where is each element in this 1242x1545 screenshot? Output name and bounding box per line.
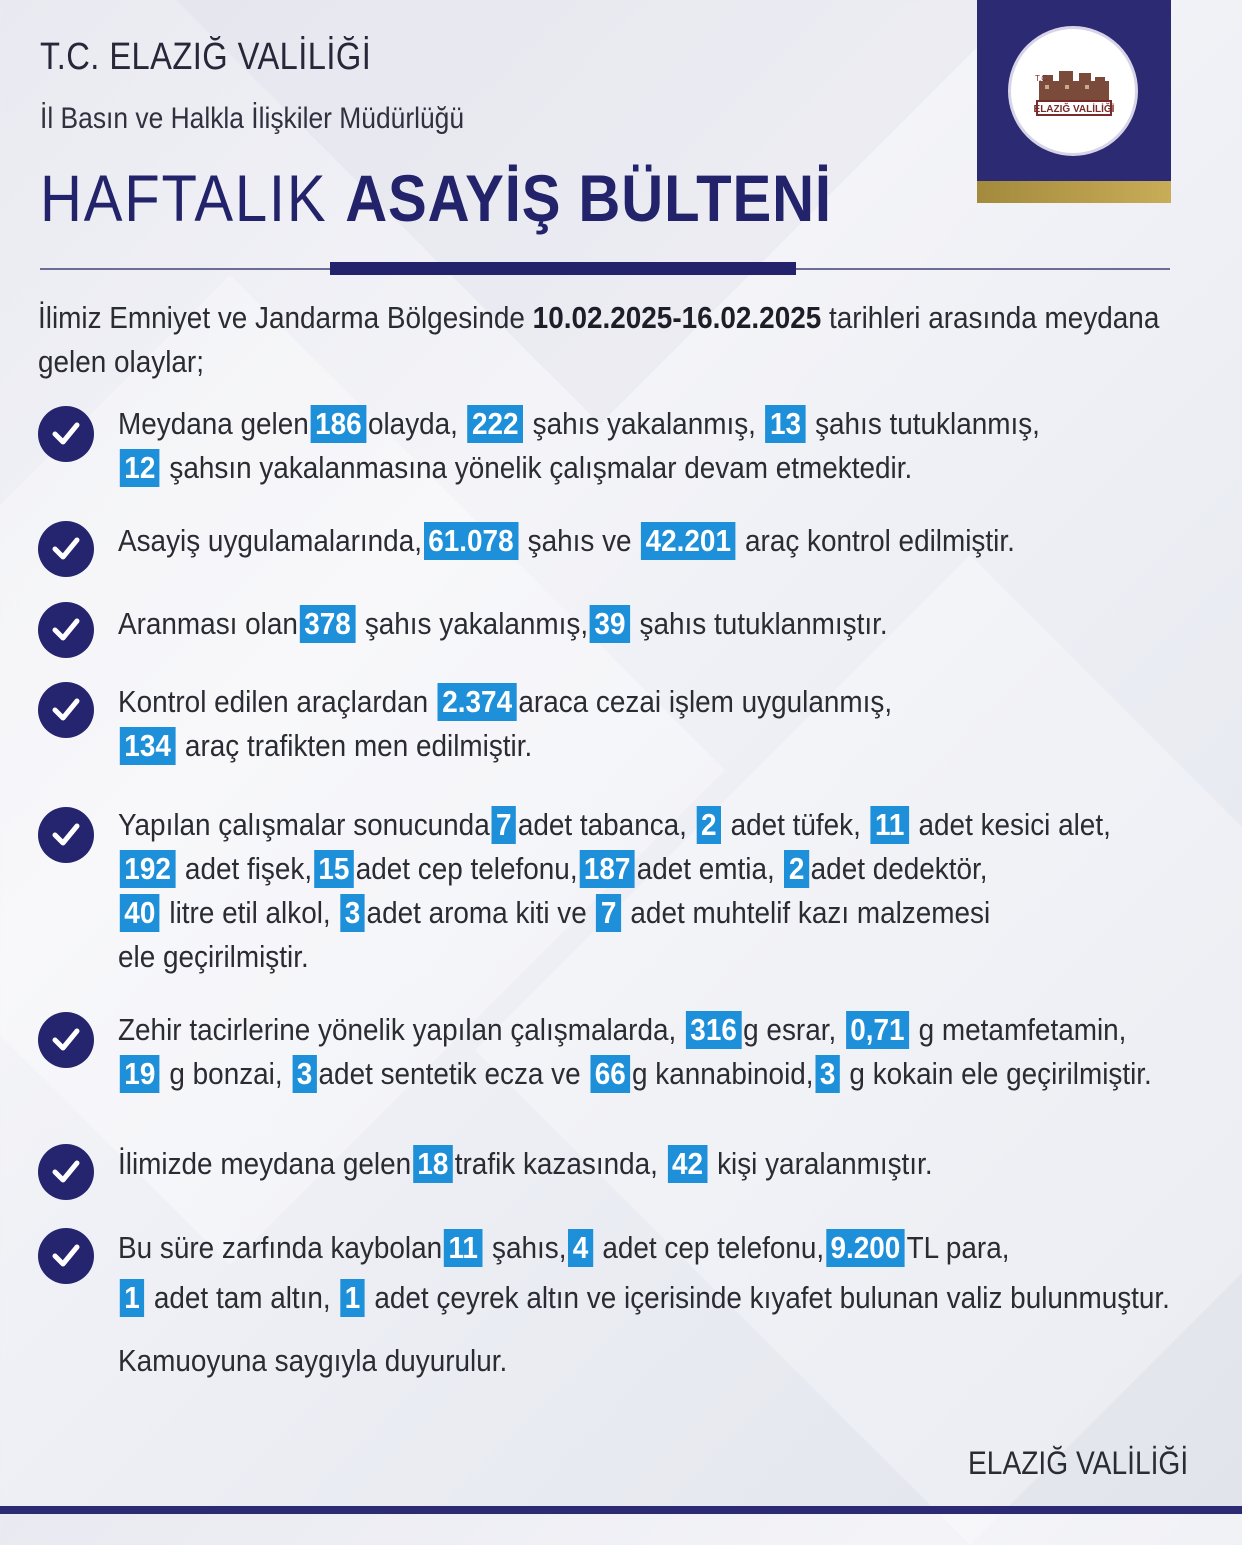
item-text: Meydana gelen 186 olayda, 222 şahıs yakalanmış, 13 şahıs tutuklanmış, 12 şahsın yakalanmasına yönelik çalışmalar devam etmektedir.: [118, 406, 1040, 485]
number-badge: 42: [667, 1145, 707, 1183]
bulletin-title: [40, 160, 832, 236]
bottom-bar: [0, 1506, 1242, 1514]
item-text: Kontrol edilen araçlardan 2.374 araca cezai işlem uygulanmış, 134 araç trafikten men edilmiştir.: [118, 684, 893, 763]
number-badge: 12: [120, 449, 160, 487]
number-badge: 7: [492, 806, 517, 844]
logo-gold-band: [977, 181, 1171, 203]
number-badge: 3: [292, 1055, 317, 1093]
check-icon: [38, 1228, 94, 1284]
number-badge: 186: [311, 405, 367, 443]
item-text: Asayiş uygulamalarında, 61.078 şahıs ve 42.201 araç kontrol edilmiştir.: [118, 523, 1015, 558]
number-badge: 1: [340, 1279, 365, 1317]
item-text: Aranması olan 378 şahıs yakalanmış, 39 şahıs tutuklanmıştır.: [118, 606, 888, 641]
department-name: İl Basın ve Halkla İlişkiler Müdürlüğü: [40, 102, 465, 135]
number-badge: 7: [596, 894, 621, 932]
check-icon: [38, 1012, 94, 1068]
number-badge: 0,71: [846, 1011, 909, 1049]
number-badge: 3: [340, 894, 365, 932]
number-badge: 18: [413, 1145, 453, 1183]
logo-main-text: ELAZIĞ VALİLİĞİ: [1033, 104, 1115, 115]
number-badge: 39: [590, 605, 630, 643]
logo-top-text: T.C.: [1035, 74, 1050, 83]
check-icon: [38, 682, 94, 738]
divider-accent: [330, 262, 796, 275]
number-badge: 9.200: [826, 1229, 905, 1267]
number-badge: 316: [686, 1011, 742, 1049]
number-badge: 2: [697, 806, 722, 844]
number-badge: 61.078: [424, 522, 518, 560]
number-badge: 4: [568, 1229, 593, 1267]
signature: ELAZIĞ VALİLİĞİ: [968, 1445, 1189, 1481]
intro-line-1: İlimiz Emniyet ve Jandarma Bölgesinde 10.02.2025-16.02.2025 tarihleri arasında meydana: [38, 300, 1160, 335]
number-badge: 192: [120, 850, 176, 888]
check-icon: [38, 521, 94, 577]
number-badge: 1: [120, 1279, 145, 1317]
check-icon: [38, 1144, 94, 1200]
number-badge: 187: [579, 850, 635, 888]
check-icon: [38, 807, 94, 863]
number-badge: 13: [765, 405, 805, 443]
item-text: İlimizde meydana gelen 18 trafik kazasında, 42 kişi yaralanmıştır.: [118, 1146, 933, 1181]
check-icon: [38, 406, 94, 462]
item-text: Bu süre zarfında kaybolan 11 şahıs, 4 adet cep telefonu, 9.200 TL para, 1 adet tam altın, 1 adet çeyrek altın ve içerisinde kıyafet bulunan valiz bulunmuştur.: [118, 1230, 1170, 1315]
number-badge: 66: [590, 1055, 630, 1093]
check-icon: [38, 602, 94, 658]
number-badge: 134: [120, 727, 176, 765]
governorship-logo: [1008, 26, 1138, 156]
title-part-2: ASAYİŞ BÜLTENİ: [345, 161, 832, 235]
date-range: 10.02.2025-16.02.2025: [532, 300, 822, 335]
organization-name: T.C. ELAZIĞ VALİLİĞİ: [40, 36, 372, 78]
intro-paragraph: [38, 296, 1233, 384]
number-badge: 42.201: [641, 522, 735, 560]
number-badge: 222: [467, 405, 523, 443]
number-badge: 11: [444, 1229, 483, 1267]
intro-line-2: gelen olaylar;: [38, 344, 204, 379]
number-badge: 3: [815, 1055, 840, 1093]
closing-text: Kamuoyuna saygıyla duyurulur.: [118, 1343, 508, 1378]
item-text: Yapılan çalışmalar sonucunda 7 adet tabanca, 2 adet tüfek, 11 adet kesici alet, 192 adet fişek, 15 adet cep telefonu, 187 adet emtia, 2 adet dedektör, 40 litre etil alkol, 3 adet aroma kiti ve 7 adet muhtelif kazı malzemesi ele geçirilmiştir.: [118, 807, 1111, 974]
number-badge: 11: [870, 806, 909, 844]
number-badge: 40: [120, 894, 160, 932]
logo-panel: [977, 0, 1171, 203]
number-badge: 2: [784, 850, 809, 888]
title-part-1: HAFTALIK: [40, 161, 346, 235]
item-text: Zehir tacirlerine yönelik yapılan çalışmalarda, 316 g esrar, 0,71 g metamfetamin, 19 g bonzai, 3 adet sentetik ecza ve 66 g kannabinoid, 3 g kokain ele geçirilmiştir.: [118, 1012, 1152, 1091]
number-badge: 19: [120, 1055, 160, 1093]
number-badge: 15: [314, 850, 354, 888]
number-badge: 378: [300, 605, 356, 643]
number-badge: 2.374: [438, 683, 517, 721]
